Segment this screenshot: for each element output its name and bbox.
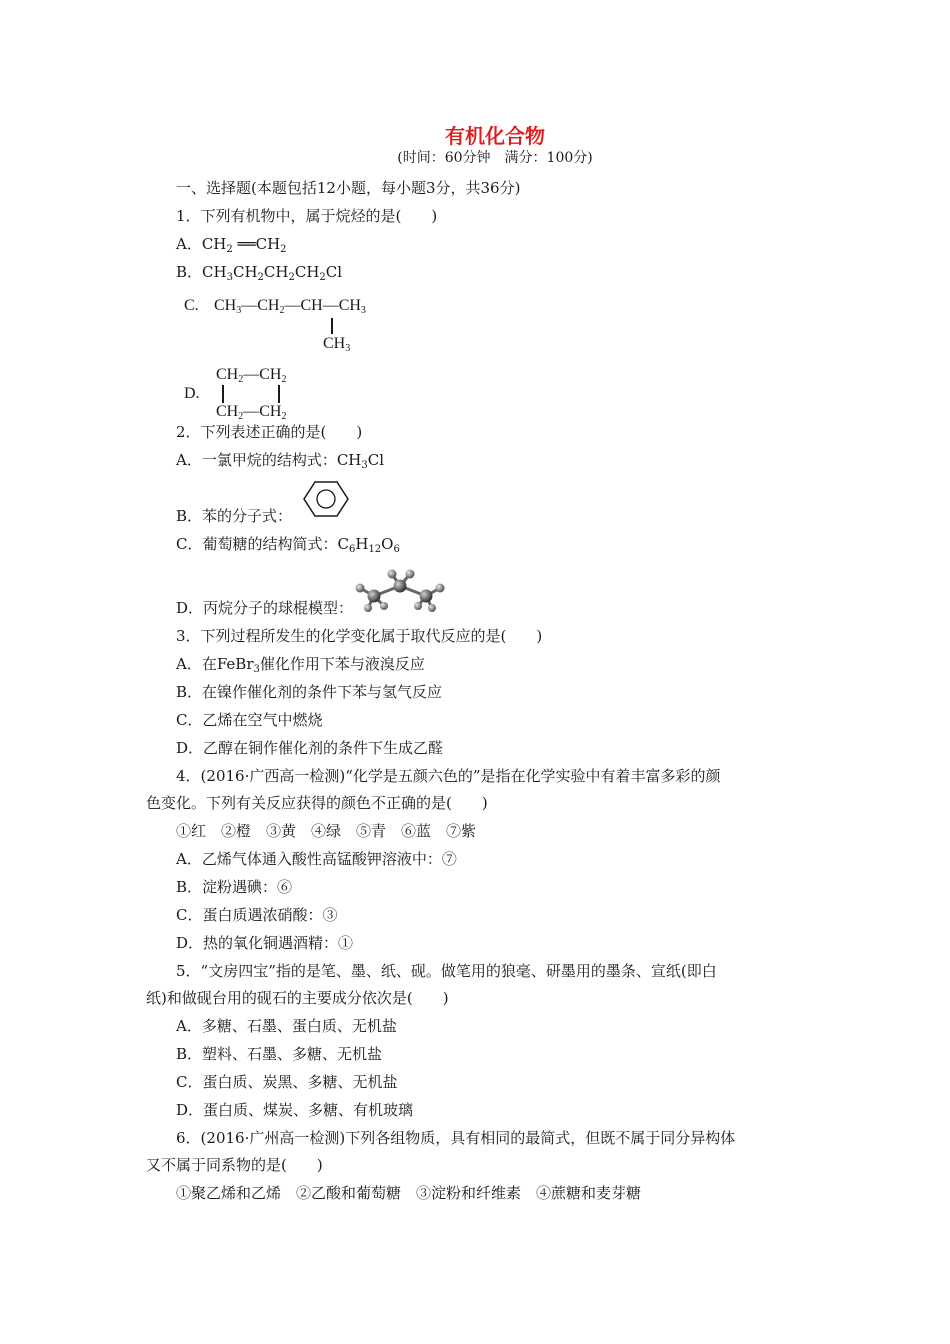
formula-sub: 2 xyxy=(238,374,244,385)
formula-part: —CH—CH xyxy=(284,297,361,314)
formula-sub: 3 xyxy=(253,664,260,675)
branch-bond xyxy=(331,318,333,334)
q6-stem-line1: 6．(2016·广州高一检测)下列各组物质，具有相同的最简式，但既不属于同分异构体 xyxy=(176,1129,736,1147)
formula-part: CH xyxy=(214,297,237,314)
q1-option-b xyxy=(176,262,342,288)
ring-bond-right xyxy=(278,385,280,403)
formula-part: Cl xyxy=(367,451,385,469)
q5-option-d: D．蛋白质、煤炭、多糖、有机玻璃 xyxy=(176,1101,414,1119)
propane-ball-stick-model-icon xyxy=(340,566,450,612)
q1-option-d-label: D. xyxy=(184,385,200,402)
q2-option-a xyxy=(176,450,384,476)
q5-option-c: C．蛋白质、炭黑、多糖、无机盐 xyxy=(176,1073,398,1091)
q1-option-c-branch xyxy=(323,334,350,359)
formula-sub: 2 xyxy=(238,411,244,422)
formula-sub: 3 xyxy=(360,305,366,316)
q1-option-d-top xyxy=(216,365,286,390)
q4-stem-line2: 色变化。下列有关反应获得的颜色不正确的是( ) xyxy=(146,794,488,812)
q3-a-text: 催化作用下苯与液溴反应 xyxy=(259,655,425,673)
q1-a-mid: ══CH xyxy=(232,235,281,253)
q2-stem: 2．下列表述正确的是( ) xyxy=(176,423,363,441)
formula-sub: 3 xyxy=(361,460,368,471)
formula-sub: 2 xyxy=(281,411,287,422)
q3-option-d: D．乙醇在铜作催化剂的条件下生成乙醛 xyxy=(176,739,444,757)
q1-option-a xyxy=(176,234,287,260)
formula-part: CH xyxy=(323,335,346,352)
ring-bond-left xyxy=(222,385,224,403)
q3-option-a xyxy=(176,654,425,680)
q2-option-d: D．丙烷分子的球棍模型： xyxy=(176,599,354,617)
q2-option-b: B．苯的分子式： xyxy=(176,507,293,525)
q4-option-c: C．蛋白质遇浓硝酸：③ xyxy=(176,906,338,924)
q4-stem-line1: 4．(2016·广西高一检测)“化学是五颜六色的”是指在化学实验中有着丰富多彩的颜 xyxy=(176,767,721,785)
q3-option-b: B．在镍作催化剂的条件下苯与氢气反应 xyxy=(176,683,443,701)
q1-option-c-label: C. xyxy=(184,297,199,314)
q6-stem-line2: 又不属于同系物的是( ) xyxy=(146,1156,323,1174)
formula-sub: 3 xyxy=(345,343,351,354)
formula-part: —CH xyxy=(241,297,280,314)
formula-sub: 2 xyxy=(257,272,264,283)
q5-stem-line1: 5．“文房四宝”指的是笔、墨、纸、砚。做笔用的狼毫、研墨用的墨条、宣纸(即白 xyxy=(176,962,717,980)
q2-c-text: C．葡萄糖的结构简式：C xyxy=(176,535,349,553)
formula-sub: 3 xyxy=(226,272,233,283)
q6-pair-options: ①聚乙烯和乙烯 ②乙酸和葡萄糖 ③淀粉和纤维素 ④蔗糖和麦芽糖 xyxy=(176,1184,642,1202)
formula-part: Cl xyxy=(325,263,343,281)
formula-part: —CH xyxy=(243,403,282,420)
q3-a-text: A．在FeBr xyxy=(176,655,254,673)
exam-info: (时间：60分钟 满分：100分) xyxy=(397,150,593,166)
q1-a-sub1: 2 xyxy=(226,244,233,255)
q1-a-text: A．CH xyxy=(176,235,227,253)
q5-stem-line2: 纸)和做砚台用的砚石的主要成分依次是( ) xyxy=(146,989,449,1007)
page-title: 有机化合物 xyxy=(445,124,545,148)
formula-part: CH xyxy=(232,263,258,281)
q1-option-c-formula xyxy=(214,296,366,321)
formula-sub: 6 xyxy=(348,544,356,555)
q3-option-c: C．乙烯在空气中燃烧 xyxy=(176,711,323,729)
formula-sub: 2 xyxy=(279,305,285,316)
q5-option-a: A．多糖、石墨、蛋白质、无机盐 xyxy=(176,1017,397,1035)
q2-a-text: A．一氯甲烷的结构式：CH xyxy=(176,451,362,469)
formula-part: CH xyxy=(263,263,289,281)
formula-sub: 3 xyxy=(236,305,242,316)
q4-option-d: D．热的氧化铜遇酒精：① xyxy=(176,934,354,952)
q5-option-b: B．塑料、石墨、多糖、无机盐 xyxy=(176,1045,383,1063)
q2-option-c xyxy=(176,534,400,560)
q1-stem: 1．下列有机物中，属于烷烃的是( ) xyxy=(176,207,438,225)
q1-b-text: B．CH xyxy=(176,263,227,281)
q4-option-a: A．乙烯气体通入酸性高锰酸钾溶液中：⑦ xyxy=(176,850,457,868)
formula-part: H xyxy=(355,535,369,553)
formula-sub: 6 xyxy=(393,544,400,555)
formula-part: CH xyxy=(216,366,239,383)
q4-option-b: B．淀粉遇碘：⑥ xyxy=(176,878,293,896)
formula-part: CH xyxy=(294,263,320,281)
q3-stem: 3．下列过程所发生的化学变化属于取代反应的是( ) xyxy=(176,627,543,645)
section-heading: 一、选择题(本题包括12小题，每小题3分，共36分) xyxy=(176,179,521,197)
q1-a-sub2: 2 xyxy=(280,244,287,255)
benzene-ring-icon xyxy=(302,479,350,519)
formula-part: —CH xyxy=(243,366,282,383)
formula-sub: 2 xyxy=(319,272,326,283)
formula-sub: 2 xyxy=(288,272,295,283)
formula-sub: 12 xyxy=(368,544,382,555)
formula-part: CH xyxy=(216,403,239,420)
q4-color-options: ①红 ②橙 ③黄 ④绿 ⑤青 ⑥蓝 ⑦紫 xyxy=(176,822,477,840)
formula-sub: 2 xyxy=(281,374,287,385)
formula-part: O xyxy=(381,535,394,553)
